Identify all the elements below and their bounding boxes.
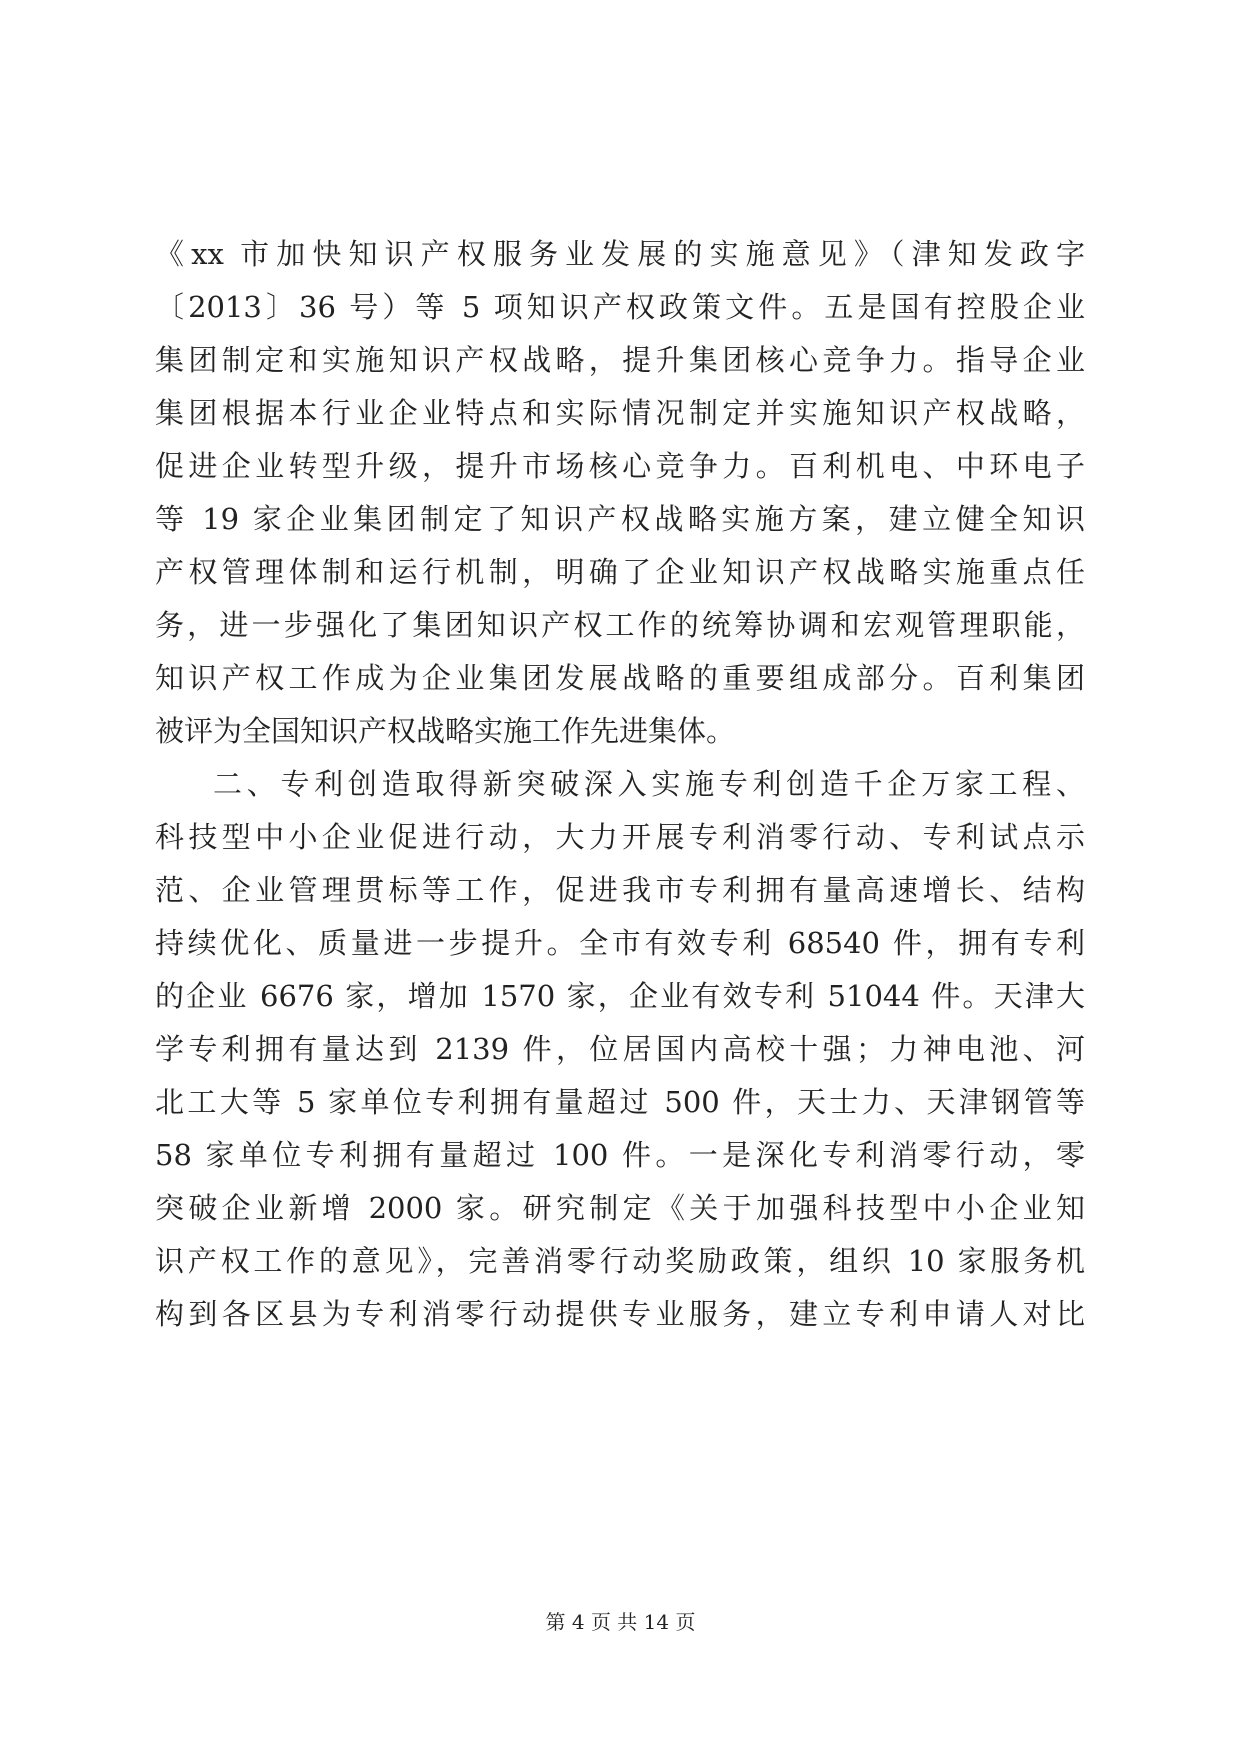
text-line: 等 19 家企业集团制定了知识产权战略实施方案，建立健全知识 <box>155 502 1085 536</box>
text-line: 集团根据本行业企业特点和实际情况制定并实施知识产权战略， <box>155 396 1085 430</box>
text-line: 范、企业管理贯标等工作，促进我市专利拥有量高速增长、结构 <box>155 873 1085 907</box>
text-line: 58 家单位专利拥有量超过 100 件。一是深化专利消零行动，零 <box>155 1138 1085 1172</box>
text-line: 集团制定和实施知识产权战略，提升集团核心竞争力。指导企业 <box>155 343 1085 377</box>
text-line: 科技型中小企业促进行动，大力开展专利消零行动、专利试点示 <box>155 820 1085 854</box>
page-number-footer: 第 4 页 共 14 页 <box>545 1610 696 1634</box>
text-line: 二、专利创造取得新突破深入实施专利创造千企万家工程、 <box>213 767 1085 801</box>
text-line: 识产权工作的意见》，完善消零行动奖励政策，组织 10 家服务机 <box>155 1244 1085 1278</box>
text-line: 促进企业转型升级，提升市场核心竞争力。百利机电、中环电子 <box>155 449 1085 483</box>
text-line: 学专利拥有量达到 2139 件，位居国内高校十强；力神电池、河 <box>155 1032 1085 1066</box>
text-line: 北工大等 5 家单位专利拥有量超过 500 件，天士力、天津钢管等 <box>155 1085 1085 1119</box>
text-line: 被评为全国知识产权战略实施工作先进集体。 <box>155 714 736 748</box>
text-line: 突破企业新增 2000 家。研究制定《关于加强科技型中小企业知 <box>155 1191 1085 1225</box>
text-line: 务，进一步强化了集团知识产权工作的统筹协调和宏观管理职能， <box>155 608 1085 642</box>
text-line: 〔2013〕36 号）等 5 项知识产权政策文件。五是国有控股企业 <box>155 290 1085 324</box>
text-line: 产权管理体制和运行机制，明确了企业知识产权战略实施重点任 <box>155 555 1085 589</box>
text-line: 的企业 6676 家，增加 1570 家，企业有效专利 51044 件。天津大 <box>155 979 1085 1013</box>
text-line: 构到各区县为专利消零行动提供专业服务，建立专利申请人对比 <box>155 1297 1085 1331</box>
text-line: 持续优化、质量进一步提升。全市有效专利 68540 件，拥有专利 <box>155 926 1085 960</box>
body-text <box>155 228 1085 1341</box>
text-line: 《xx 市加快知识产权服务业发展的实施意见》（津知发政字 <box>155 237 1085 271</box>
text-line: 知识产权工作成为企业集团发展战略的重要组成部分。百利集团 <box>155 661 1085 695</box>
